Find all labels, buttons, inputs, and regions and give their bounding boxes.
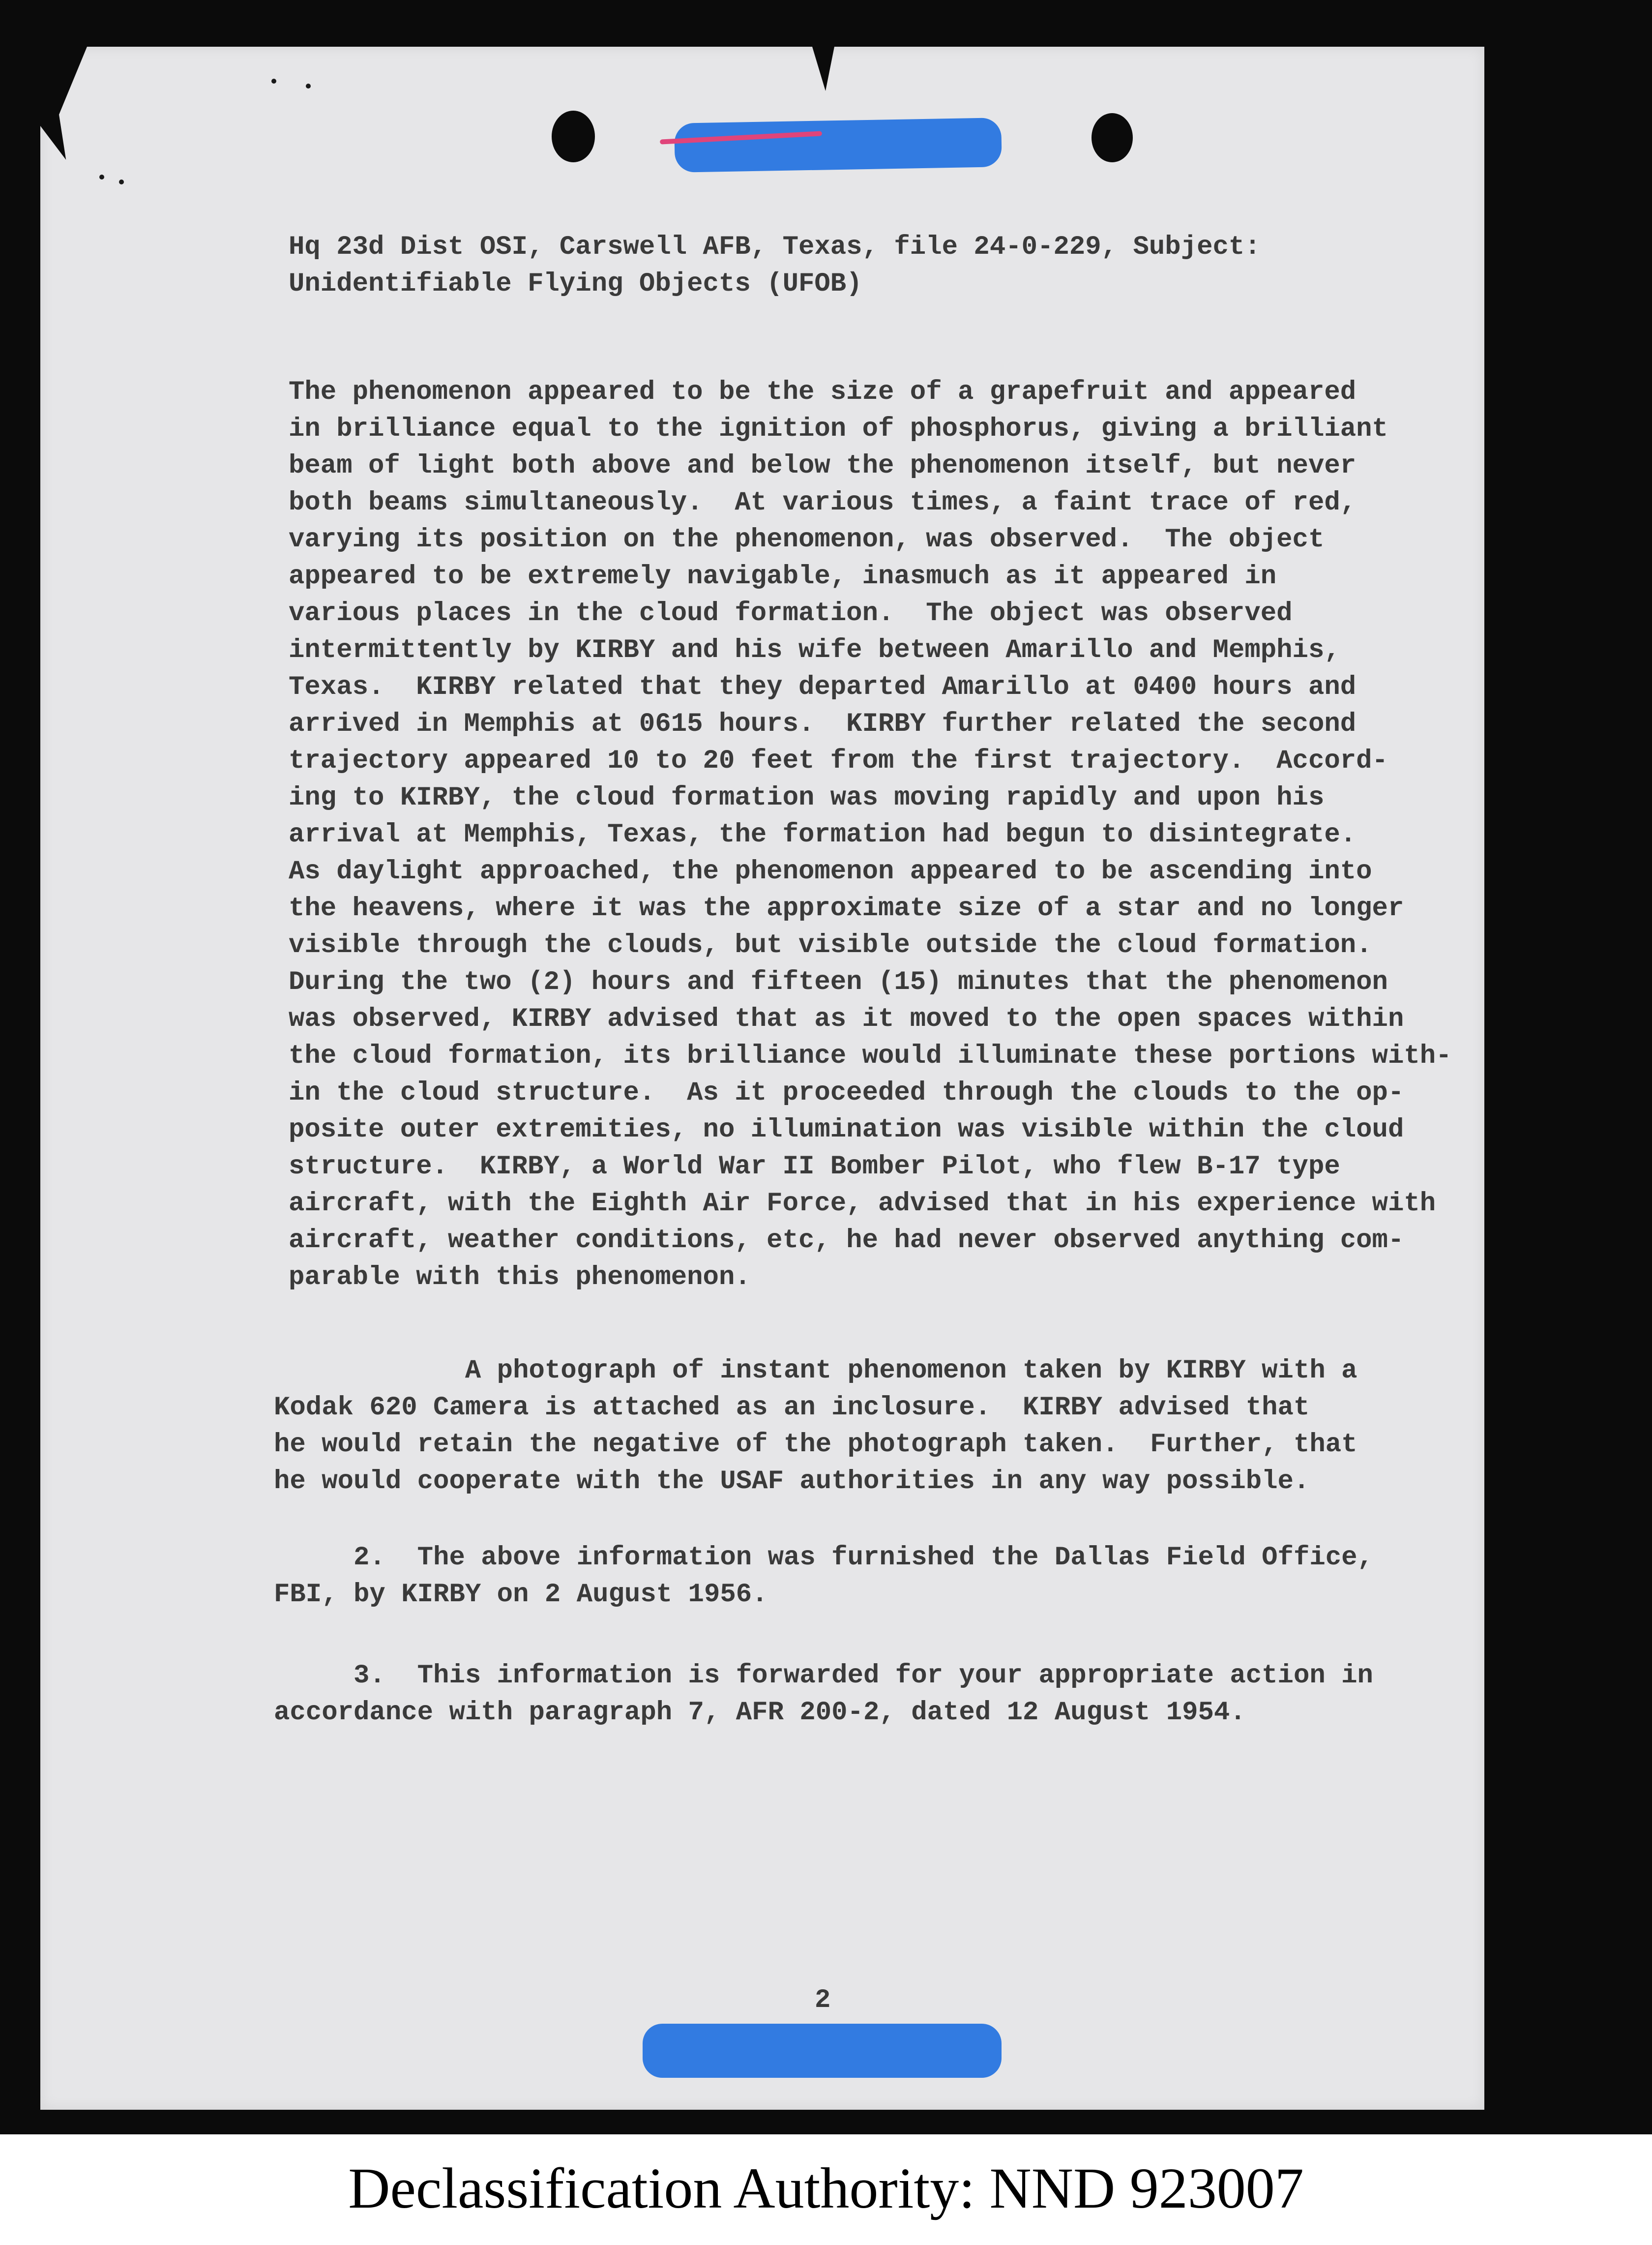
punch-hole-right bbox=[1092, 113, 1133, 162]
punch-hole-left bbox=[552, 111, 595, 162]
declassification-authority: Declassification Authority: NND 923007 bbox=[348, 2156, 1304, 2220]
page-number: 2 bbox=[815, 1985, 831, 2015]
redaction-mark-top bbox=[674, 118, 1002, 173]
body-paragraph-1: The phenomenon appeared to be the size of a grapefruit and appeared in brilliance equal to the ignition of phosphorus, giving a brilliant beam of light both above and below the phenomenon itself, but never both beams simultaneously. At various times, a faint trace of red, varying its position on the phenomenon, was observed. The object appeared to be extremely navigable, inasmuch as it appeared in various places in the cloud formation. The object was observed intermittently by KIRBY and his wife between Amarillo and Memphis, Texas. KIRBY related that they departed Amarillo at 0400 hours and arrived in Memphis at 0615 hours. KIRBY further related the second trajectory appeared 10 to 20 feet from the first trajectory. Accord- ing to KIRBY, the cloud formation was moving rapidly and upon his arrival at Memphis, Texas, the formation had begun to disintegrate. As daylight approached, the phenomenon appeared to be ascending into the heavens, where it was the approximate size of a star and no longer visible through the clouds, but visible outside the cloud formation. During the two (2) hours and fifteen (15) minutes that the phenomenon was observed, KIRBY advised that as it moved to the open spaces within the cloud formation, its brilliance would illuminate these portions with- in the cloud structure. As it proceeded through the clouds to the op- posite outer extremities, no illumination was visible within the cloud structure. KIRBY, a World War II Bomber Pilot, who flew B-17 type aircraft, with the Eighth Air Force, advised that in his experience with aircraft, weather conditions, etc, he had never observed anything com- parable with this phenomenon. bbox=[289, 377, 1452, 1292]
torn-top-edge bbox=[812, 47, 834, 91]
subject-header-line-1: Hq 23d Dist OSI, Carswell AFB, Texas, file 24-0-229, Subject: bbox=[289, 232, 1261, 262]
body-paragraph-3: 2. The above information was furnished the Dallas Field Office, FBI, by KIRBY on 2 August 1956. bbox=[274, 1543, 1373, 1610]
speck bbox=[306, 84, 311, 89]
body-paragraph-2: A photograph of instant phenomenon taken by KIRBY with a Kodak 620 Camera is attached as an inclosure. KIRBY advised that he would retain the negative of the photograph taken. Further, that he would cooperate with the USAF authorities in any way possible. bbox=[274, 1356, 1357, 1497]
torn-corner bbox=[40, 47, 87, 160]
speck bbox=[119, 180, 124, 184]
document-page bbox=[40, 47, 1484, 2110]
speck bbox=[271, 79, 276, 84]
subject-header-line-2: Unidentifiable Flying Objects (UFOB) bbox=[289, 269, 862, 299]
redaction-mark-bottom bbox=[643, 2024, 1002, 2078]
speck bbox=[99, 175, 104, 180]
body-paragraph-4: 3. This information is forwarded for your appropriate action in accordance with paragraph 7, AFR 200-2, dated 12 August 1954. bbox=[274, 1661, 1373, 1728]
